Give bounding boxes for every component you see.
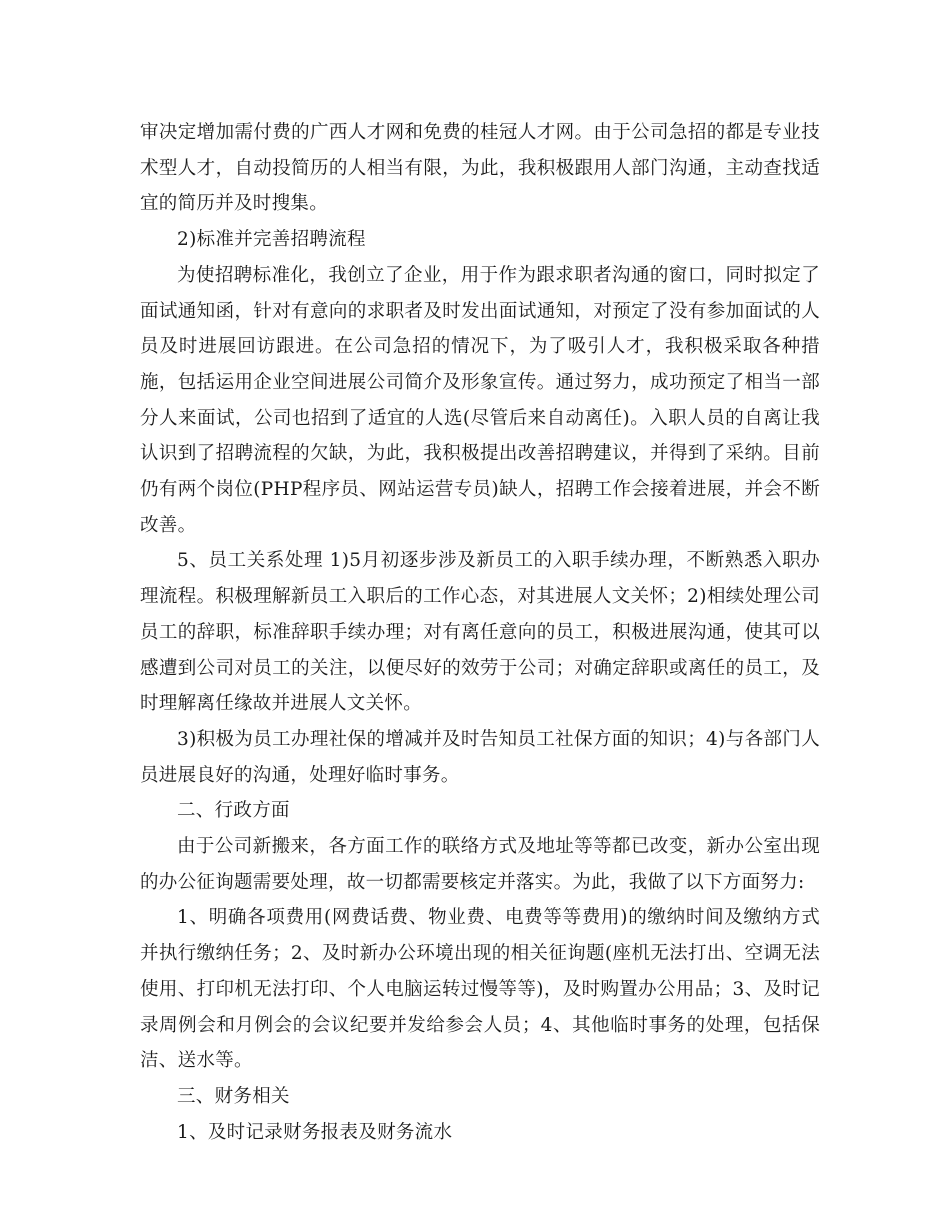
paragraph-administration-tasks: 1、明确各项费用(网费话费、物业费、电费等等费用)的缴纳时间及缴纳方式并执行缴纳任务；2、及时新办公环境出现的相关征询题(座机无法打出、空调无法使用、打印机无法打印、个人电脑运转过慢等等)，及时购置办公用品；3、及时记录周例会和月例会的会议纪要并发给参会人员；4、其他临时事务的处理，包括保洁、送水等。 bbox=[140, 907, 820, 1072]
paragraph-administration-intro: 由于公司新搬来，各方面工作的联络方式及地址等等都已改变，新办公室出现的办公征询题需要处理，故一切都需要核定并落实。为此，我做了以下方面努力: bbox=[140, 836, 820, 893]
paragraph-employee-relations: 5、员工关系处理 1)5月初逐步涉及新员工的入职手续办理，不断熟悉入职办理流程。积极理解新员工入职后的工作心态，对其进展人文关怀；2)相续处理公司员工的辞职，标准辞职手续办理；对有离任意向的员工，积极进展沟通，使其可以感遭到公司对员工的关注，以便尽好的效劳于公司；对确定辞职或离任的员工，及时理解离任缘故并进展人文关怀。 bbox=[140, 550, 820, 715]
paragraph-recruitment-process: 为使招聘标准化，我创立了企业，用于作为跟求职者沟通的窗口，同时拟定了面试通知函，针对有意向的求职者及时发出面试通知，对预定了没有参加面试的人员及时进展回访跟进。在公司急招的情况下，为了吸引人才，我积极采取各种措施，包括运用企业空间进展公司简介及形象宣传。通过努力，成功预定了相当一部分人来面试，公司也招到了适宜的人选(尽管后来自动离任)。入职人员的自离让我认识到了招聘流程的欠缺，为此，我积极提出改善招聘建议，并得到了采纳。目前仍有两个岗位(PHP程序员、网站运营专员)缺人，招聘工作会接着进展，并会不断改善。 bbox=[140, 264, 820, 536]
heading-finance: 三、财务相关 bbox=[177, 1085, 290, 1107]
document-body bbox=[140, 115, 820, 1150]
paragraph-social-insurance: 3)积极为员工办理社保的增减并及时告知员工社保方面的知识；4)与各部门人员进展良好的沟通，处理好临时事务。 bbox=[140, 728, 820, 786]
paragraph-finance-item-1: 1、及时记录财务报表及财务流水 bbox=[177, 1121, 453, 1143]
heading-administration: 二、行政方面 bbox=[177, 800, 290, 822]
paragraph-recruitment-channels: 审决定增加需付费的广西人才网和免费的桂冠人才网。由于公司急招的都是专业技术型人才，自动投简历的人相当有限，为此，我积极跟用人部门沟通，主动查找适宜的简历并及时搜集。 bbox=[140, 122, 820, 215]
heading-recruitment-process: 2)标准并完善招聘流程 bbox=[177, 229, 366, 251]
